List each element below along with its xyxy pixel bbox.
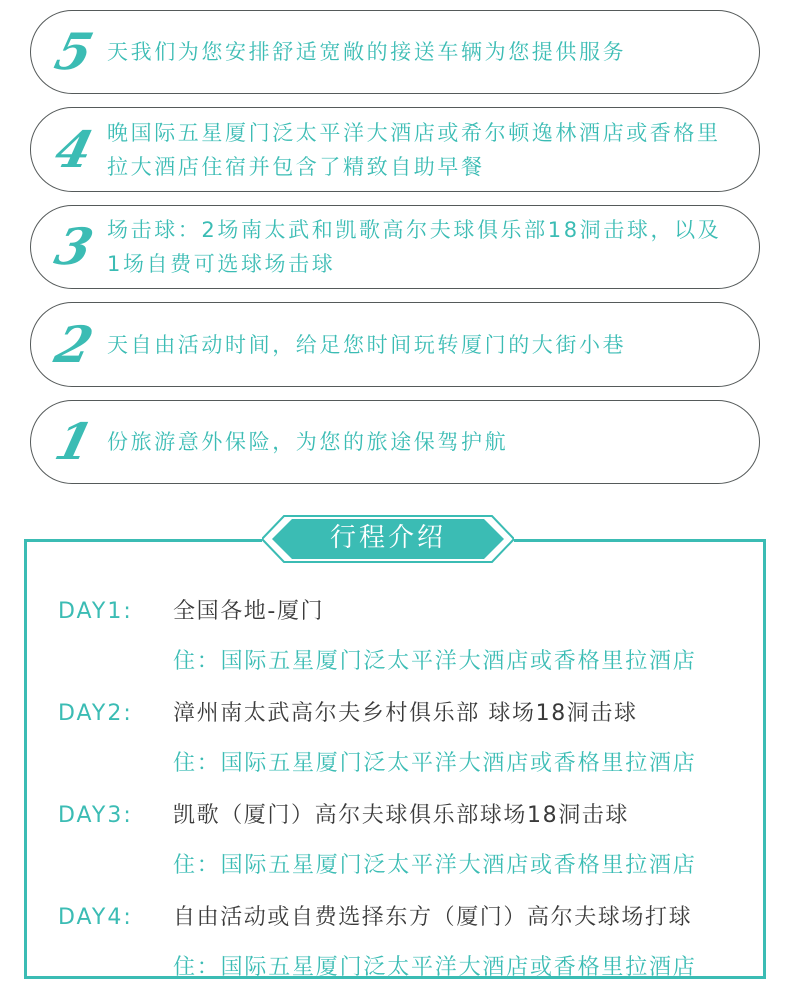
day-row [58, 699, 750, 729]
day-title: 全国各地-厦门 [173, 599, 325, 624]
day-stay: 住：国际五星厦门泛太平洋大酒店或香格里拉酒店 [173, 649, 697, 674]
itinerary-banner [262, 513, 514, 565]
day-row [58, 597, 750, 627]
highlight-item-4 [30, 107, 760, 192]
highlight-item-3 [30, 205, 760, 289]
itinerary-title: 行程介绍 [329, 523, 446, 553]
highlight-number: 2 [49, 314, 99, 374]
day-title: 自由活动或自费选择东方（厦门）高尔夫球场打球 [173, 905, 693, 930]
day-label: DAY4: [58, 905, 133, 930]
day-label: DAY2: [58, 701, 133, 726]
day-title: 漳州南太武高尔夫乡村俱乐部 球场18洞击球 [173, 701, 638, 726]
highlight-number: 1 [49, 412, 99, 471]
highlight-item-2 [30, 302, 760, 387]
day-row [58, 903, 750, 933]
highlight-text: 晚国际五星厦门泛太平洋大酒店或希尔顿逸林酒店或香格里拉大酒店住宿并包含了精致自助早餐 [107, 120, 721, 179]
highlight-number: 4 [49, 119, 99, 179]
highlight-text: 天自由活动时间，给足您时间玩转厦门的大街小巷 [107, 332, 627, 357]
highlight-text: 份旅游意外保险，为您的旅途保驾护航 [107, 430, 509, 454]
day-title: 凯歌（厦门）高尔夫球俱乐部球场18洞击球 [173, 803, 629, 828]
day-stay: 住：国际五星厦门泛太平洋大酒店或香格里拉酒店 [173, 853, 697, 878]
day-label: DAY1: [58, 599, 133, 624]
day-label: DAY3: [58, 803, 133, 828]
highlight-number: 5 [49, 22, 99, 81]
highlight-item-1 [30, 400, 760, 484]
highlight-text: 天我们为您安排舒适宽敞的接送车辆为您提供服务 [107, 40, 627, 64]
highlight-number: 3 [49, 217, 99, 276]
highlight-item-5 [30, 10, 760, 94]
highlight-text: 场击球：2场南太武和凯歌高尔夫球俱乐部18洞击球，以及1场自费可选球场击球 [107, 218, 722, 276]
day-row [58, 801, 750, 831]
day-stay: 住：国际五星厦门泛太平洋大酒店或香格里拉酒店 [173, 751, 697, 776]
day-stay: 住：国际五星厦门泛太平洋大酒店或香格里拉酒店 [173, 955, 697, 980]
